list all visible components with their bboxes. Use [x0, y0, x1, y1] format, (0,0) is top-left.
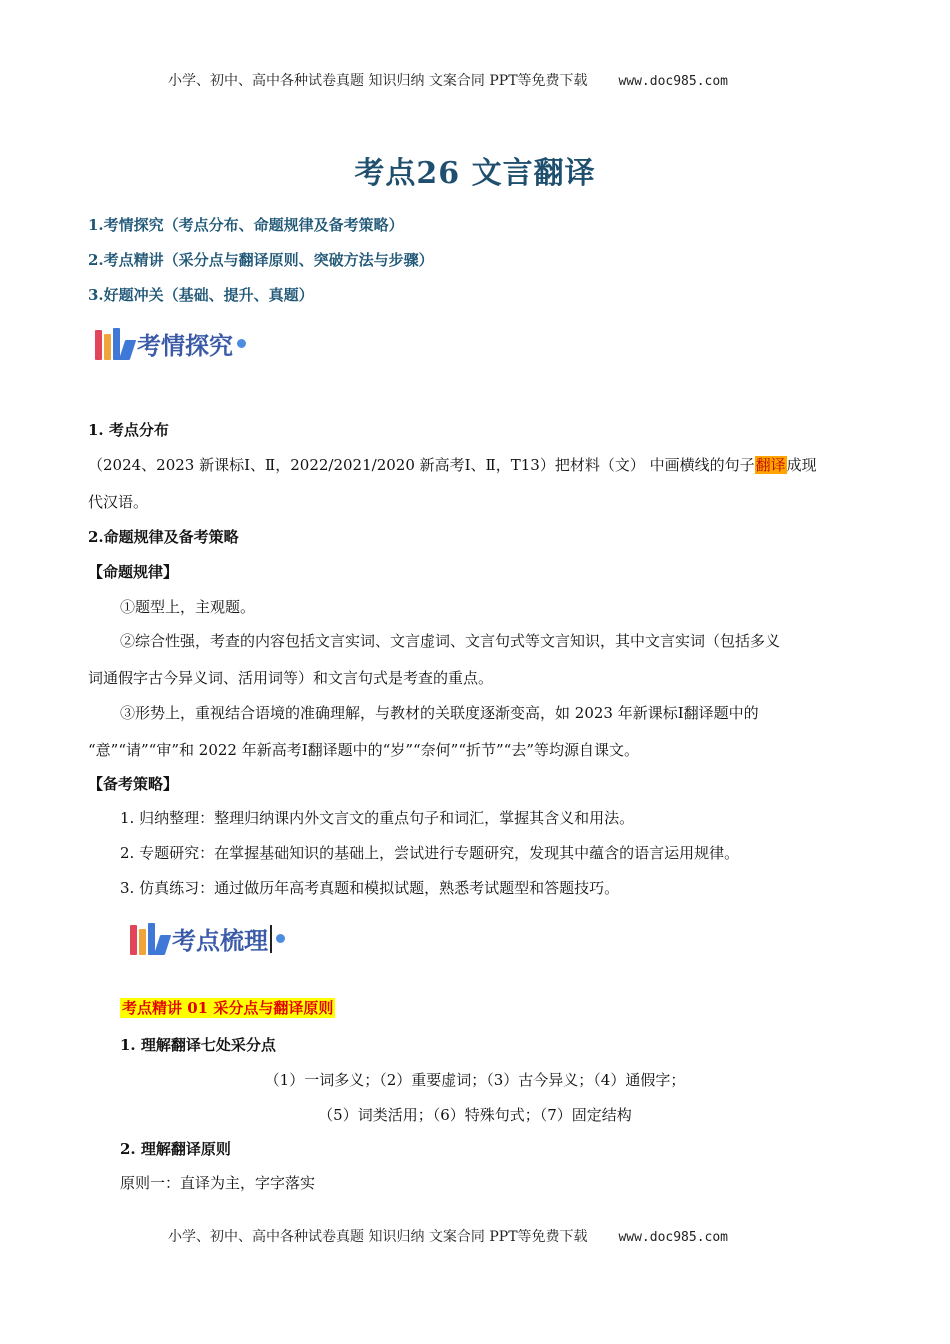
- toc-item-1[interactable]: 1.考情探究（考点分布、命题规律及备考策略）: [88, 216, 404, 234]
- highlighted-word: 翻译: [755, 456, 786, 474]
- principle-1: 原则一：直译为主，字字落实: [120, 1174, 316, 1192]
- scoring-points-line-2: （5）词类活用；（6）特殊句式；（7）固定结构: [318, 1106, 632, 1124]
- strategy-2: 2. 专题研究：在掌握基础知识的基础上，尝试进行专题研究，发现其中蕴含的语言运用规律。: [120, 844, 740, 862]
- header-url[interactable]: www.doc985.com: [618, 74, 729, 89]
- books-icon: [130, 923, 168, 955]
- section-banner-key-points: [130, 921, 285, 956]
- toc-item-2[interactable]: 2.考点精讲（采分点与翻译原则、突破方法与步骤）: [88, 251, 434, 269]
- footer-url[interactable]: www.doc985.com: [618, 1230, 729, 1245]
- page-title: 考点26 文言翻译: [354, 156, 596, 191]
- strategy-1: 1. 归纳整理：整理归纳课内外文言文的重点句子和词汇，掌握其含义和用法。: [120, 809, 635, 827]
- section-heading-distribution: 1. 考点分布: [88, 421, 169, 439]
- rule-2-line-2: 词通假字古今异义词、活用词等）和文言句式是考查的重点。: [88, 669, 494, 687]
- dot-icon: [276, 934, 285, 943]
- distribution-line-2: 代汉语。: [88, 493, 149, 511]
- principles-heading: 2. 理解翻译原则: [120, 1140, 231, 1158]
- scoring-points-heading: 1. 理解翻译七处采分点: [120, 1036, 276, 1054]
- banner-title: 考情探究: [137, 332, 233, 360]
- books-icon: [95, 328, 133, 360]
- page-header: [168, 70, 728, 90]
- toc-item-3[interactable]: 3.好题冲关（基础、提升、真题）: [88, 286, 314, 304]
- section-heading-rules: 2.命题规律及备考策略: [88, 528, 239, 546]
- strategy-label: 【备考策略】: [88, 775, 179, 793]
- rule-2-line-1: ②综合性强，考查的内容包括文言实词、文言虚词、文言句式等文言知识，其中文言实词（包括多义: [120, 632, 781, 650]
- text-cursor: [270, 925, 272, 953]
- rule-3-line-1: ③形势上，重视结合语境的准确理解，与教材的关联度逐渐变高，如 2023 年新课标Ⅰ翻译题中的: [120, 704, 759, 722]
- rule-1: ①题型上，主观题。: [120, 598, 256, 616]
- dot-icon: [237, 339, 246, 348]
- banner-title: 考点梳理: [172, 927, 268, 955]
- distribution-line-1: （2024、2023 新课标Ⅰ、Ⅱ，2022/2021/2020 新高考Ⅰ、Ⅱ，T13）把材料（文） 中画横线的句子翻译成现: [88, 456, 817, 474]
- header-text: 小学、初中、高中各种试卷真题 知识归纳 文案合同 PPT等免费下载: [168, 73, 588, 89]
- footer-text: 小学、初中、高中各种试卷真题 知识归纳 文案合同 PPT等免费下载: [168, 1229, 588, 1245]
- rules-label: 【命题规律】: [88, 563, 179, 581]
- section-banner-exam-analysis: [95, 326, 246, 361]
- page-footer: [168, 1226, 728, 1246]
- rule-3-line-2: “意”“请”“审”和 2022 年新高考Ⅰ翻译题中的“岁”“奈何”“折节”“去”等均源自课文。: [88, 741, 639, 759]
- scoring-points-line-1: （1）一词多义；（2）重要虚词；（3）古今异义；（4）通假字；: [264, 1071, 686, 1089]
- key-point-label: 考点精讲 01 采分点与翻译原则: [122, 999, 334, 1017]
- strategy-3: 3. 仿真练习：通过做历年高考真题和模拟试题，熟悉考试题型和答题技巧。: [120, 879, 620, 897]
